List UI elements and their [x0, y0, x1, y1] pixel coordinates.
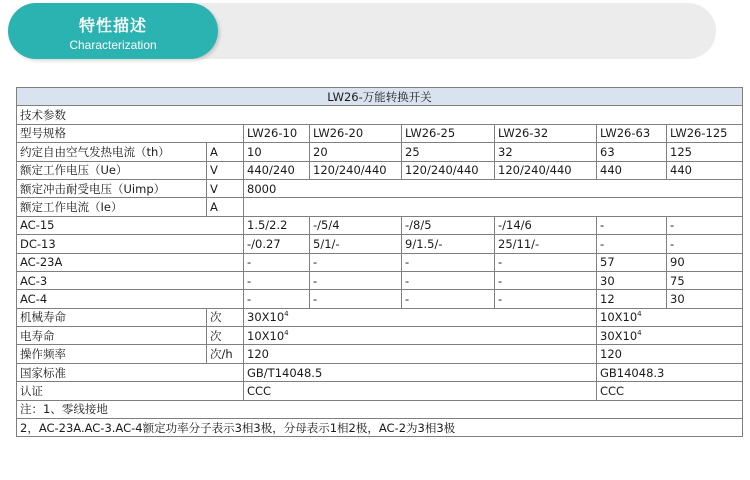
value-cell: 5/1/- [310, 235, 402, 253]
value-cell: CCC [244, 382, 597, 400]
row-label: 操作频率 [17, 345, 207, 363]
value-cell: - [244, 271, 310, 289]
value-cell: GB14048.3 [597, 363, 743, 381]
model-row-label: 型号规格 [17, 124, 244, 142]
value-cell: - [402, 290, 495, 308]
value-cell: 1.5/2.2 [244, 216, 310, 234]
row-unit: A [207, 143, 244, 161]
op-freq-row [17, 345, 743, 363]
value-cell: 25 [402, 143, 495, 161]
table-row [17, 179, 743, 197]
model-cell: LW26-32 [495, 124, 597, 142]
row-unit: 次 [207, 308, 244, 326]
model-cell: LW26-125 [667, 124, 743, 142]
note-row [17, 400, 743, 418]
value-base: 30X10 [600, 328, 638, 343]
spec-table [16, 87, 743, 437]
value-cell: - [310, 271, 402, 289]
value-cell [244, 327, 597, 345]
value-base: 10X10 [247, 328, 285, 343]
value-cell: 30 [597, 271, 667, 289]
value-cell: - [310, 290, 402, 308]
value-cell: - [667, 216, 743, 234]
value-cell [597, 308, 743, 326]
standard-row [17, 363, 743, 381]
value-cell: 75 [667, 271, 743, 289]
value-cell: 125 [667, 143, 743, 161]
value-base: 30X10 [247, 310, 285, 325]
section-header-pill [8, 3, 218, 59]
value-cell: -/14/6 [495, 216, 597, 234]
value-cell: 90 [667, 253, 743, 271]
value-cell: 30 [667, 290, 743, 308]
row-label: 国家标准 [17, 363, 244, 381]
table-row [17, 216, 743, 234]
exponent: 4 [284, 310, 289, 319]
row-label: AC-23A [17, 253, 244, 271]
value-cell: 57 [597, 253, 667, 271]
value-cell: 10 [244, 143, 310, 161]
section-title: 特性描述 [78, 16, 147, 35]
exponent: 4 [637, 328, 642, 337]
value-cell: - [597, 235, 667, 253]
table-title-row [17, 88, 743, 106]
value-cell: 440/240 [244, 161, 310, 179]
row-unit: V [207, 179, 244, 197]
value-cell: -/8/5 [402, 216, 495, 234]
row-label: AC-4 [17, 290, 244, 308]
row-label: 认证 [17, 382, 244, 400]
table-row [17, 161, 743, 179]
value-cell: 120 [597, 345, 743, 363]
value-cell: - [244, 290, 310, 308]
mech-life-row [17, 308, 743, 326]
value-cell: - [495, 253, 597, 271]
table-row [17, 290, 743, 308]
value-cell: CCC [597, 382, 743, 400]
value-base: 10X10 [600, 310, 638, 325]
value-cell: 120 [244, 345, 597, 363]
value-cell: 9/1.5/- [402, 235, 495, 253]
table-row [17, 143, 743, 161]
value-cell: -/5/4 [310, 216, 402, 234]
row-label: AC-3 [17, 271, 244, 289]
model-row [17, 124, 743, 142]
value-cell: - [402, 253, 495, 271]
note-text: 注：1、零线接地 [17, 400, 743, 418]
value-cell: GB/T14048.5 [244, 363, 597, 381]
value-cell: 8000 [244, 179, 743, 197]
value-cell: 20 [310, 143, 402, 161]
row-label: 约定自由空气发热电流（th） [17, 143, 207, 161]
row-label: 额定工作电压（Ue） [17, 161, 207, 179]
table-row [17, 198, 743, 216]
section-subtitle: Characterization [69, 38, 157, 52]
table-row [17, 235, 743, 253]
value-cell: - [495, 290, 597, 308]
row-label: DC-13 [17, 235, 244, 253]
value-cell: 120/240/440 [495, 161, 597, 179]
row-unit: 次/h [207, 345, 244, 363]
row-label: 电寿命 [17, 327, 207, 345]
model-cell: LW26-63 [597, 124, 667, 142]
note-text: 2，AC-23A.AC-3.AC-4额定功率分子表示3相3极，分母表示1相2极，AC-2为3相3极 [17, 419, 743, 437]
section-row [17, 106, 743, 124]
row-unit: A [207, 198, 244, 216]
row-label: 额定冲击耐受电压（Uimp） [17, 179, 207, 197]
value-cell: 440 [667, 161, 743, 179]
value-cell: - [310, 253, 402, 271]
exponent: 4 [284, 328, 289, 337]
value-cell: - [244, 253, 310, 271]
value-cell: - [597, 216, 667, 234]
value-cell: 120/240/440 [402, 161, 495, 179]
exponent: 4 [637, 310, 642, 319]
empty-cell [244, 198, 743, 216]
row-label: 额定工作电流（Ie） [17, 198, 207, 216]
value-cell: 25/11/- [495, 235, 597, 253]
value-cell: 120/240/440 [310, 161, 402, 179]
note-row [17, 419, 743, 437]
value-cell: 63 [597, 143, 667, 161]
value-cell: -/0.27 [244, 235, 310, 253]
row-label: 机械寿命 [17, 308, 207, 326]
model-cell: LW26-10 [244, 124, 310, 142]
value-cell: - [495, 271, 597, 289]
table-row [17, 271, 743, 289]
value-cell: 12 [597, 290, 667, 308]
value-cell: 440 [597, 161, 667, 179]
model-cell: LW26-25 [402, 124, 495, 142]
certification-row [17, 382, 743, 400]
section-label: 技术参数 [17, 106, 743, 124]
row-label: AC-15 [17, 216, 244, 234]
model-cell: LW26-20 [310, 124, 402, 142]
row-unit: 次 [207, 327, 244, 345]
value-cell [244, 308, 597, 326]
value-cell: - [667, 235, 743, 253]
value-cell [597, 327, 743, 345]
row-unit: V [207, 161, 244, 179]
value-cell: 32 [495, 143, 597, 161]
value-cell: - [402, 271, 495, 289]
table-title: LW26-万能转换开关 [17, 88, 743, 106]
elec-life-row [17, 327, 743, 345]
table-row [17, 253, 743, 271]
